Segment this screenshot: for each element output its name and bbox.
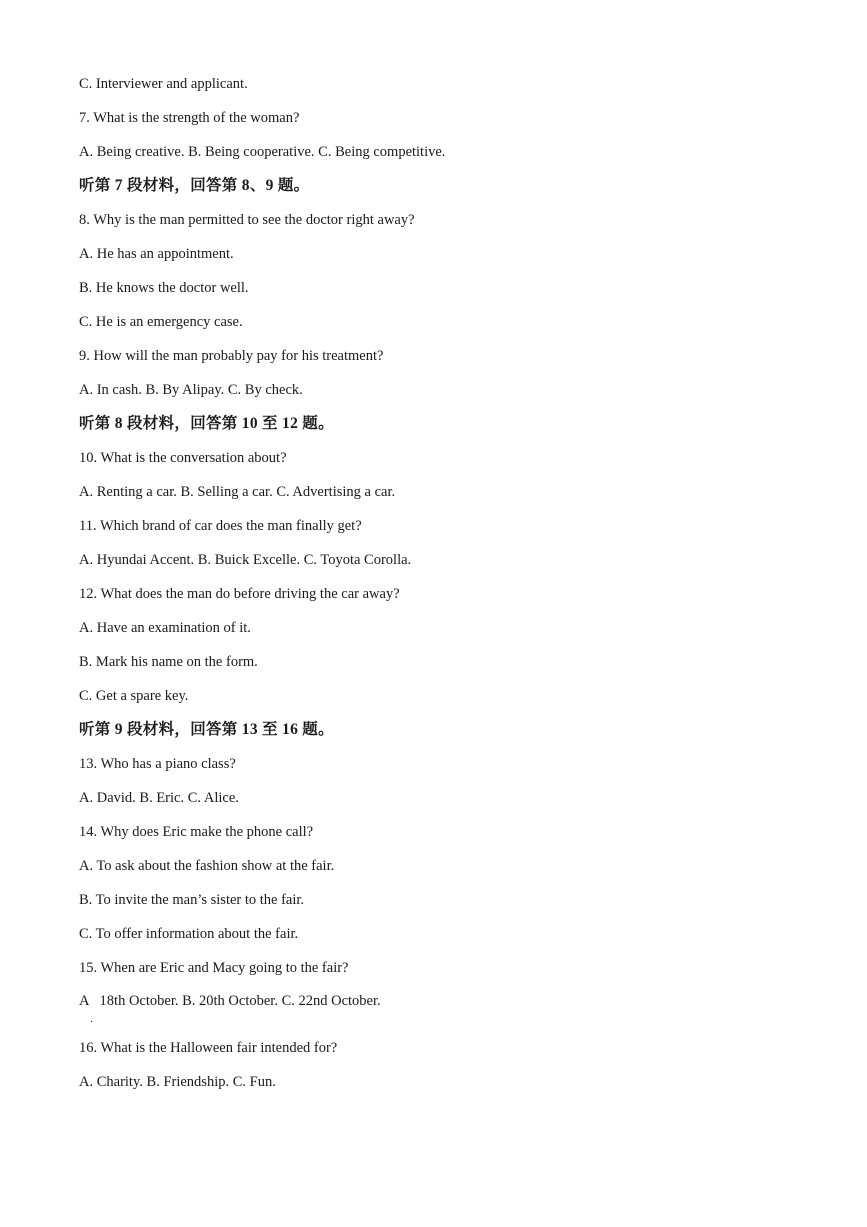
- question-line: 9. How will the man probably pay for his treatment?: [79, 348, 384, 364]
- question-line: 13. Who has a piano class?: [79, 756, 236, 772]
- option-line: A. In cash. B. By Alipay. C. By check.: [79, 382, 303, 398]
- question-line: 14. Why does Eric make the phone call?: [79, 824, 314, 840]
- option-line: A 18th October. B. 20th October. C. 22nd October.: [79, 993, 381, 1009]
- question-line: 10. What is the conversation about?: [79, 450, 287, 466]
- option-line: C. He is an emergency case.: [79, 314, 243, 330]
- option-line: C. To offer information about the fair.: [79, 926, 299, 942]
- option-line: A. Being creative. B. Being cooperative. C. Being competitive.: [79, 144, 446, 160]
- section-heading: 听第 9 段材料，回答第 13 至 16 题。: [79, 721, 334, 738]
- option-line: A. Hyundai Accent. B. Buick Excelle. C. Toyota Corolla.: [79, 552, 412, 568]
- question-line: 7. What is the strength of the woman?: [79, 110, 300, 126]
- question-line: 16. What is the Halloween fair intended for?: [79, 1040, 338, 1056]
- question-line: 15. When are Eric and Macy going to the fair?: [79, 960, 349, 976]
- option-line: A. David. B. Eric. C. Alice.: [79, 790, 239, 806]
- stray-dot-mark: .: [90, 1011, 93, 1025]
- option-line: A. Have an examination of it.: [79, 620, 251, 636]
- option-line: B. To invite the man’s sister to the fair.: [79, 892, 305, 908]
- option-line: A. To ask about the fashion show at the fair.: [79, 858, 335, 874]
- section-heading: 听第 8 段材料，回答第 10 至 12 题。: [79, 415, 334, 432]
- question-line: 12. What does the man do before driving the car away?: [79, 586, 400, 602]
- option-line: A. Charity. B. Friendship. C. Fun.: [79, 1074, 276, 1090]
- question-line: 8. Why is the man permitted to see the doctor right away?: [79, 212, 415, 228]
- option-line: C. Interviewer and applicant.: [79, 76, 248, 92]
- question-line: 11. Which brand of car does the man finally get?: [79, 518, 362, 534]
- section-heading: 听第 7 段材料，回答第 8、9 题。: [79, 177, 310, 194]
- option-line: A. He has an appointment.: [79, 246, 234, 262]
- option-line: B. Mark his name on the form.: [79, 654, 258, 670]
- option-line: A. Renting a car. B. Selling a car. C. Advertising a car.: [79, 484, 396, 500]
- option-line: C. Get a spare key.: [79, 688, 189, 704]
- option-line: B. He knows the doctor well.: [79, 280, 249, 296]
